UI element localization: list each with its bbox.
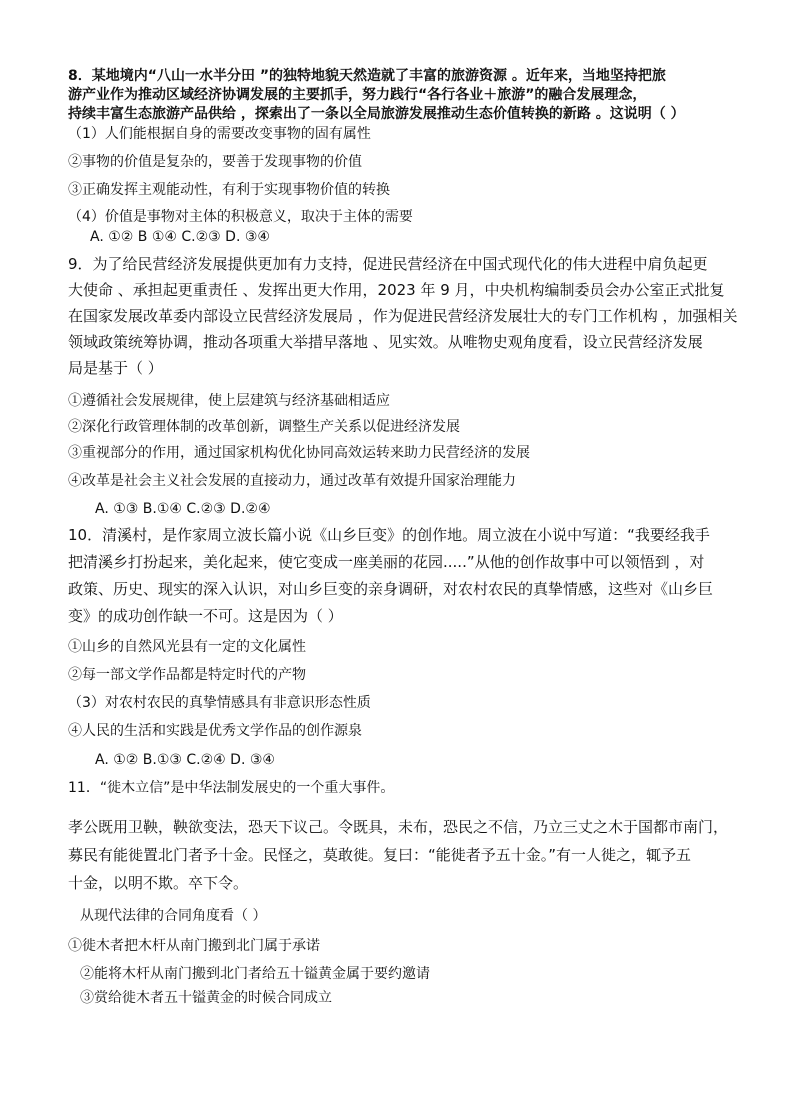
- question-9-stem-line-1: 9．为了给民营经济发展提供更加有力支持，促进民营经济在中国式现代化的伟大进程中肩负起更: [68, 255, 708, 273]
- question-8-option-1: （1）人们能根据自身的需要改变事物的固有属性: [68, 126, 371, 142]
- question-9-stem-line-5: 局是基于（ ）: [68, 359, 163, 377]
- question-11-stem: 11．“徙木立信”是中华法制发展史的一个重大事件。: [68, 780, 395, 796]
- question-10-option-2: ②每一部文学作品都是特定时代的产物: [68, 667, 306, 683]
- question-10-stem-line-1: 10．清溪村，是作家周立波长篇小说《山乡巨变》的创作地。周立波在小说中写道：“我要经我手: [68, 526, 710, 544]
- question-10-choices: A. ①② B.①③ C.②④ D. ③④: [95, 752, 275, 768]
- question-9-stem-line-4: 领域政策统筹协调，推动各项重大举措早落地 、见实效。从唯物史观角度看，设立民营经济发展: [68, 333, 703, 351]
- question-11-passage-line-1: 孝公既用卫鞅，鞅欲变法，恐天下议己。令既具，未布，恐民之不信，乃立三丈之木于国都市南门，: [68, 818, 729, 836]
- question-8-stem-line-3: 持续丰富生态旅游产品供给 ，探索出了一条以全局旅游发展推动生态价值转换的新路 。这说明（ ）: [68, 106, 685, 122]
- question-11-option-3: ③赏给徙木者五十镒黄金的时候合同成立: [80, 990, 332, 1006]
- question-9-choices: A. ①③ B.①④ C.②③ D.②④: [95, 501, 271, 517]
- question-10-option-3: （3）对农村农民的真挚情感具有非意识形态性质: [68, 695, 371, 711]
- question-9-option-2: ②深化行政管理体制的改革创新，调整生产关系以促进经济发展: [68, 419, 460, 435]
- question-9-option-3: ③重视部分的作用，通过国家机构优化协同高效运转来助力民营经济的发展: [68, 445, 530, 461]
- question-11-passage-line-2: 募民有能徙置北门者予十金。民怪之，莫敢徙。复曰：“能徙者予五十金。”有一人徙之，辄予五: [68, 846, 692, 864]
- question-8-option-3: ③正确发挥主观能动性，有利于实现事物价值的转换: [68, 182, 390, 198]
- question-8-stem-line-1: 8．某地境内“八山一水半分田 ”的独特地貌天然造就了丰富的旅游资源 。近年来，当地坚持把旅: [68, 68, 666, 84]
- question-11-passage-line-3: 十金，以明不欺。卒下令。: [68, 874, 249, 892]
- question-11-option-2: ②能将木杆从南门搬到北门者给五十镒黄金属于要约邀请: [80, 966, 430, 982]
- question-9-option-4: ④改革是社会主义社会发展的直接动力，通过改革有效提升国家治理能力: [68, 473, 516, 489]
- question-10-stem-line-3: 政策、历史、现实的深入认识，对山乡巨变的亲身调研，对农村农民的真挚情感，这些对《山乡巨: [68, 580, 714, 598]
- question-8-choices: A. ①② B ①④ C.②③ D. ③④: [90, 229, 270, 245]
- question-10-stem-line-2: 把清溪乡打扮起来，美化起来，使它变成一座美丽的花园.....”从他的创作故事中可以领悟到 ，对: [68, 553, 705, 571]
- question-10-option-1: ①山乡的自然风光县有一定的文化属性: [68, 639, 306, 655]
- question-8-stem-line-2: 游产业作为推动区域经济协调发展的主要抓手，努力践行“各行各业＋旅游”的融合发展理念，: [68, 87, 647, 103]
- question-9-option-1: ①遵循社会发展规律，使上层建筑与经济基础相适应: [68, 393, 390, 409]
- question-10-option-4: ④人民的生活和实践是优秀文学作品的创作源泉: [68, 723, 362, 739]
- question-8-option-2: ②事物的价值是复杂的，要善于发现事物的价值: [68, 154, 362, 170]
- question-10-stem-line-4: 变》的成功创作缺一不可。这是因为（ ）: [68, 607, 343, 625]
- question-11-prompt: 从现代法律的合同角度看（ ）: [80, 908, 267, 924]
- question-11-option-1: ①徙木者把木杆从南门搬到北门属于承诺: [68, 938, 320, 954]
- question-8-option-4: （4）价值是事物对主体的积极意义，取决于主体的需要: [68, 209, 413, 225]
- question-9-stem-line-3: 在国家发展改革委内部设立民营经济发展局 ，作为促进民营经济发展壮大的专门工作机构 ，加强相关: [68, 307, 738, 325]
- question-9-stem-line-2: 大使命 、承担起更重责任 、发挥出更大作用，2023 年 9 月，中央机构编制委员会办公室正式批复: [68, 281, 725, 299]
